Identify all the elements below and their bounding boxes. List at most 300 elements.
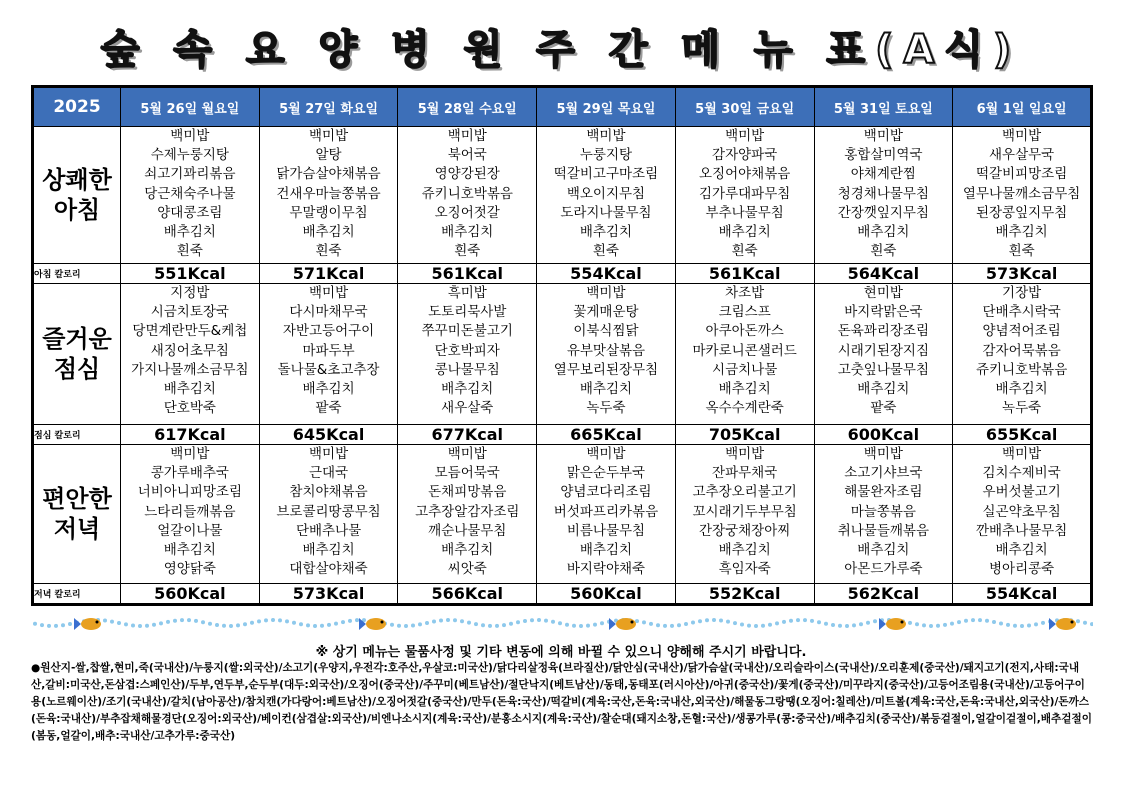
- wave-dot: [236, 623, 240, 627]
- wave-dot: [138, 624, 142, 628]
- menu-item: 백미밥: [308, 285, 349, 301]
- menu-item: 닭가슴살야채볶음: [276, 166, 381, 183]
- wave-dot: [775, 621, 779, 625]
- wave-dot: [40, 623, 44, 627]
- dinner-menu-cell: [398, 445, 537, 584]
- menu-item: 오징어야채볶음: [699, 166, 791, 183]
- wave-dot: [257, 619, 261, 623]
- wave-dot: [306, 623, 310, 627]
- menu-item: 기장밥: [1002, 285, 1042, 301]
- menu-item: 시금치토장국: [150, 304, 229, 321]
- wave-dot: [481, 623, 485, 627]
- menu-item: 도토리묵사발: [428, 304, 507, 321]
- wave-dot: [1027, 624, 1031, 628]
- wave-dot: [355, 618, 359, 622]
- menu-item: 된장콩잎지무침: [975, 204, 1068, 221]
- menu-item: 병아리콩죽: [989, 561, 1055, 578]
- menu-item: 흰죽: [454, 243, 481, 260]
- menu-item: 백미밥: [725, 446, 765, 462]
- wave-dot: [271, 618, 275, 622]
- wave-dot: [110, 620, 114, 624]
- lunch-menu-cell: [537, 284, 676, 425]
- menu-item: 브로콜리땅콩무침: [276, 503, 381, 520]
- menu-item: 오징어젓갈: [434, 204, 500, 221]
- wave-dot: [768, 623, 772, 627]
- wave-dot: [390, 623, 394, 627]
- menu-item: 김치수제비국: [982, 465, 1061, 482]
- menu-item: 배추김치: [718, 223, 771, 240]
- menu-item: 팥죽: [870, 400, 897, 417]
- menu-item: 배추김치: [579, 380, 633, 397]
- menu-item: 크림스프: [718, 304, 771, 321]
- menu-item: 백미밥: [863, 446, 903, 462]
- wave-dot: [474, 622, 478, 626]
- wave-dot: [299, 622, 303, 626]
- breakfast-menu-cell: [259, 127, 398, 264]
- menu-item: 백미밥: [1002, 446, 1042, 462]
- wave-dot: [908, 621, 912, 625]
- lunch-calorie-row: [33, 425, 1092, 445]
- wave-dot: [852, 623, 856, 627]
- menu-item: 알탕: [315, 147, 342, 164]
- wave-dot: [663, 624, 667, 628]
- wave-dot: [558, 621, 562, 625]
- wave-dot: [586, 624, 590, 628]
- lunch-menu-cell: [398, 284, 537, 425]
- menu-item: 단배추시락국: [982, 304, 1061, 321]
- fish-icon: [609, 618, 636, 630]
- wave-dot: [922, 623, 926, 627]
- menu-item: 흰죽: [592, 243, 619, 260]
- menu-item: 새징어초무침: [150, 342, 229, 359]
- menu-item: 마파두부: [302, 342, 355, 359]
- wave-dot: [516, 620, 520, 624]
- menu-item: 양념적어조림: [982, 323, 1061, 340]
- menu-item: 깐배추나물무침: [975, 522, 1068, 539]
- menu-item: 맑은순두부국: [566, 465, 646, 482]
- wave-dot: [446, 618, 450, 622]
- menu-item: 자반고등어구이: [282, 323, 375, 340]
- dinner-label: 편안한 저녁: [33, 445, 121, 584]
- wave-dot: [677, 623, 681, 627]
- wave-dot: [320, 624, 324, 628]
- wave-dot: [1034, 622, 1038, 626]
- wave-dot: [761, 624, 765, 628]
- day-header: 5월 31일 토요일: [814, 87, 953, 127]
- wave-dot: [411, 624, 415, 628]
- wave-dot: [124, 622, 128, 626]
- dinner-calorie-row: [33, 584, 1092, 605]
- calorie-value: 571Kcal: [259, 264, 398, 284]
- wave-dot: [642, 620, 646, 624]
- wave-dot: [544, 619, 548, 623]
- menu-item: 백미밥: [863, 128, 903, 144]
- menu-item: 시금치나물: [712, 361, 778, 378]
- menu-item: 얼갈이나물: [157, 522, 223, 539]
- day-header: 5월 26일 월요일: [121, 87, 260, 127]
- wave-dot: [68, 622, 72, 626]
- calorie-value: 554Kcal: [953, 584, 1092, 605]
- menu-item: 지정밥: [170, 285, 210, 301]
- year-header: 2025: [33, 87, 121, 127]
- menu-item: 흰죽: [870, 243, 897, 260]
- menu-item: 배추김치: [441, 223, 494, 240]
- wave-dot: [698, 619, 702, 623]
- menu-item: 수제누룽지탕: [150, 147, 229, 164]
- wave-dot: [733, 621, 737, 625]
- breakfast-menu-cell: [953, 127, 1092, 264]
- menu-item: 백미밥: [1002, 128, 1042, 144]
- wave-dot: [341, 620, 345, 624]
- menu-item: 팥죽: [315, 400, 342, 417]
- wave-dot: [712, 618, 716, 622]
- menu-item: 느타리들깨볶음: [144, 503, 236, 520]
- menu-item: 단배추나물: [295, 522, 362, 539]
- menu-item: 당근채숙주나물: [144, 185, 236, 202]
- day-header: 5월 27일 화요일: [259, 87, 398, 127]
- menu-item: 너비아니피망조림: [137, 484, 243, 501]
- wave-dot: [33, 622, 37, 626]
- wave-dot: [173, 619, 177, 623]
- wave-dot: [754, 624, 758, 628]
- menu-item: 꽃게매운탕: [573, 304, 639, 321]
- menu-item: 김가루대파무침: [699, 185, 791, 202]
- menu-item: 배추김치: [163, 223, 216, 240]
- wave-dot: [47, 624, 51, 628]
- origin-info: ●원산지-쌀,찹쌀,현미,죽(국내산)/누룽지(쌀:외국산)/소고기(우양지,우전각:호주산,우살코:미국산)/닭다리살정육(브라질산)/닭안심(국내산)/닭가슴살(국내산)/오리슬라이스(국내산)/오리훈제(중국산)/돼지고기(전지,사태:국내산,갈비:미국산,돈삼겹:스페인산)/두부,연두부,순두부(대두:외국산)/오징어(중국산)/주꾸미(베트남산)/절단낙지(베트남산)/동태,동태포(러시아산)/아귀(중국산)/꽃게(중국산)/미꾸라지(중국산)/고등어조림용(국내산)/고등어구이용(노르웨이산)/조기(국내산)/갈치(남아공산)/참치캔(가다랑어:베트남산)/오징어젓갈(중국산)/만두(돈육:국산)/떡갈비(계육:국산,돈육:국내산,외국산)/해물동그랑땡(오징어:칠레산)/미트볼(계육:국산,돈육:국내산,외국산)/돈까스(돈육:국내산)/부추잡채해물경단(오징어:외국산)/베이컨(삼겹살:외국산)/비엔나소시지(계육:국산)/분홍소시지(계육:국산)/찰순대(돼지소창,돈혈:국산)/생콩가루(콩:중국산)/배추김치(중국산)/볶등겉절이,얼갈이겉절이,배추겉절이(봄동,얼갈이,배추:국내산/고추가루:중국산): [31, 662, 1092, 742]
- dinner-menu-cell: [259, 445, 398, 584]
- menu-item: 실곤약초무침: [982, 503, 1061, 520]
- menu-item: 영양닭죽: [163, 561, 216, 578]
- wave-dot: [467, 621, 471, 625]
- menu-item: 홍합살미역국: [844, 147, 923, 164]
- wave-dot: [509, 622, 513, 626]
- wave-dot: [684, 622, 688, 626]
- wave-dot: [1076, 619, 1080, 623]
- menu-item: 우버섯불고기: [982, 484, 1061, 501]
- day-header: 5월 30일 금요일: [675, 87, 814, 127]
- wave-dot: [600, 621, 604, 625]
- menu-item: 배추김치: [995, 223, 1048, 240]
- menu-item: 유부맛살볶음: [566, 342, 646, 359]
- wave-dot: [845, 624, 849, 628]
- menu-item: 배추김치: [857, 541, 910, 558]
- wave-dot: [649, 622, 653, 626]
- menu-item: 백미밥: [447, 128, 487, 144]
- wave-dot: [593, 623, 597, 627]
- wave-dot: [831, 623, 835, 627]
- wave-dot: [999, 622, 1003, 626]
- wave-dot: [131, 624, 135, 628]
- wave-dot: [810, 619, 814, 623]
- menu-item: 버섯파프리카볶음: [553, 503, 659, 520]
- wave-dot: [327, 623, 331, 627]
- menu-item: 부추나물무침: [705, 204, 784, 221]
- wave-dot: [670, 624, 674, 628]
- wave-dot: [726, 620, 730, 624]
- menu-item: 비름나물무침: [566, 522, 646, 539]
- wave-dot: [971, 618, 975, 622]
- breakfast-menu-cell: [121, 127, 260, 264]
- breakfast-row: [33, 127, 1092, 264]
- dinner-menu-cell: [814, 445, 953, 584]
- menu-item: 콩가루배추국: [150, 465, 229, 482]
- lunch-menu-cell: [675, 284, 814, 425]
- menu-item: 백미밥: [586, 285, 626, 301]
- lunch-menu-cell: [259, 284, 398, 425]
- menu-item: 배추김치: [579, 223, 633, 240]
- calorie-value: 561Kcal: [675, 264, 814, 284]
- menu-item: 배추김치: [441, 380, 494, 397]
- menu-item: 아몬드가루죽: [844, 561, 923, 578]
- day-header: 5월 28일 수요일: [398, 87, 537, 127]
- calorie-value: 551Kcal: [121, 264, 260, 284]
- wave-dot: [530, 618, 534, 622]
- wave-dot: [54, 624, 58, 628]
- fish-icon: [74, 618, 101, 630]
- menu-item: 취나물들깨볶음: [837, 522, 930, 539]
- menu-item: 쥬키니호박볶음: [975, 361, 1068, 378]
- menu-item: 배추김치: [302, 223, 355, 240]
- menu-item: 간장궁채장아찌: [699, 522, 791, 539]
- menu-item: 대합살야채죽: [289, 561, 368, 578]
- menu-item: 배추김치: [857, 223, 910, 240]
- menu-item: 씨앗죽: [447, 561, 487, 578]
- lunch-menu-cell: [814, 284, 953, 425]
- menu-item: 백미밥: [170, 128, 210, 144]
- wave-dot: [194, 619, 198, 623]
- menu-item: 백오이지무침: [566, 185, 646, 202]
- menu-item: 쥬키니호박볶음: [421, 185, 513, 202]
- wave-dot: [551, 620, 555, 624]
- menu-item: 감자양파국: [712, 147, 778, 164]
- wave-dot: [418, 622, 422, 626]
- menu-item: 꼬시래기두부무침: [692, 503, 797, 520]
- menu-item: 양념코다리조림: [560, 484, 652, 501]
- page-title: 숲 속 요 양 병 원 주 간 메 뉴 표(A식): [100, 27, 1022, 73]
- wave-dot: [152, 623, 156, 627]
- wave-dot: [334, 622, 338, 626]
- wave-dot: [117, 621, 121, 625]
- wave-dot: [838, 624, 842, 628]
- dinner-menu-cell: [537, 445, 676, 584]
- wave-dot: [1083, 621, 1087, 625]
- wave-dot: [957, 620, 961, 624]
- menu-item: 고춧잎나물무침: [837, 361, 930, 378]
- menu-item: 새우살무국: [989, 147, 1055, 164]
- menu-item: 아쿠아돈까스: [705, 323, 784, 340]
- menu-item: 백미밥: [586, 128, 626, 144]
- wave-dot: [264, 618, 268, 622]
- menu-item: 단호박죽: [163, 400, 216, 417]
- menu-item: 청경채나물무침: [837, 185, 930, 202]
- menu-item: 다시마채무국: [289, 304, 368, 321]
- calorie-value: 665Kcal: [537, 425, 676, 445]
- wave-dot: [432, 620, 436, 624]
- wave-dot: [425, 621, 429, 625]
- wave-dot: [180, 618, 184, 622]
- wave-dot: [348, 619, 352, 623]
- menu-item: 배추김치: [718, 541, 771, 558]
- header-row: [33, 87, 1092, 127]
- wave-dot: [439, 619, 443, 623]
- wave-dot: [278, 618, 282, 622]
- calorie-value: 645Kcal: [259, 425, 398, 445]
- wave-dot: [1041, 621, 1045, 625]
- menu-item: 배추김치: [995, 541, 1048, 558]
- wave-dot: [243, 622, 247, 626]
- calorie-value: 560Kcal: [121, 584, 260, 605]
- calorie-label: 점심 칼로리: [33, 425, 121, 445]
- wave-dot: [656, 623, 660, 627]
- menu-item: 단호박피자: [434, 342, 500, 359]
- wave-dot: [103, 619, 107, 623]
- menu-item: 영양강된장: [434, 166, 500, 183]
- wave-dot: [719, 619, 723, 623]
- wave-dot: [145, 624, 149, 628]
- wave-dot: [1013, 624, 1017, 628]
- wave-dot: [747, 624, 751, 628]
- menu-item: 참치야채볶음: [289, 484, 368, 501]
- wave-dot: [565, 623, 569, 627]
- menu-item: 도라지나물무침: [560, 204, 652, 221]
- breakfast-calorie-row: [33, 264, 1092, 284]
- menu-item: 모듬어묵국: [434, 465, 500, 482]
- menu-item: 흰죽: [1008, 243, 1035, 260]
- menu-item: 건새우마늘쫑볶음: [276, 185, 381, 202]
- menu-item: 열무나물깨소금무침: [962, 185, 1081, 202]
- wave-dot: [61, 623, 65, 627]
- calorie-value: 705Kcal: [675, 425, 814, 445]
- menu-item: 흰죽: [731, 243, 758, 260]
- menu-item: 차조밥: [725, 285, 765, 301]
- wave-dot: [537, 618, 541, 622]
- wave-dot: [705, 618, 709, 622]
- menu-item: 백미밥: [308, 446, 349, 462]
- calorie-value: 617Kcal: [121, 425, 260, 445]
- notice-text: ※ 상기 메뉴는 물품사정 및 기타 변동에 의해 바뀔 수 있으니 양해해 주시기 바랍니다.: [315, 645, 807, 660]
- wave-dot: [488, 624, 492, 628]
- menu-item: 배추김치: [579, 541, 633, 558]
- menu-item: 돈육꽈리장조림: [837, 323, 930, 340]
- menu-item: 야채계란찜: [850, 166, 916, 183]
- breakfast-label: 상쾌한 아침: [33, 127, 121, 264]
- wave-dot: [978, 618, 982, 622]
- wave-dot: [817, 620, 821, 624]
- menu-item: 바지락맑은국: [844, 304, 923, 321]
- breakfast-menu-cell: [814, 127, 953, 264]
- wave-dot: [1020, 624, 1024, 628]
- wave-fish-decoration: [31, 612, 1093, 634]
- wave-dot: [740, 623, 744, 627]
- breakfast-menu-cell: [537, 127, 676, 264]
- wave-dot: [1006, 623, 1010, 627]
- wave-dot: [866, 621, 870, 625]
- menu-item: 북어국: [447, 147, 487, 164]
- menu-item: 돌나물&초고추장: [277, 361, 380, 378]
- wave-dot: [159, 621, 163, 625]
- wave-dot: [187, 618, 191, 622]
- menu-item: 배추김치: [163, 541, 216, 558]
- menu-item: 간장깻잎지무침: [837, 204, 930, 221]
- dinner-menu-cell: [675, 445, 814, 584]
- menu-item: 누룽지탕: [579, 147, 633, 164]
- breakfast-menu-cell: [398, 127, 537, 264]
- menu-item: 잔파무채국: [712, 465, 778, 482]
- menu-item: 현미밥: [863, 285, 903, 301]
- wave-dot: [796, 618, 800, 622]
- menu-item: 쇠고기꽈리볶음: [144, 166, 236, 183]
- calorie-value: 573Kcal: [259, 584, 398, 605]
- menu-item: 열무보리된장무침: [553, 361, 659, 378]
- dinner-menu-cell: [121, 445, 260, 584]
- wave-dot: [313, 624, 317, 628]
- weekly-menu-table: [31, 85, 1093, 606]
- menu-item: 마늘쫑볶음: [850, 503, 916, 520]
- menu-item: 콩나물무침: [434, 361, 500, 378]
- menu-item: 가지나물깨소금무침: [131, 361, 249, 378]
- menu-item: 배추김치: [302, 380, 355, 397]
- calorie-value: 677Kcal: [398, 425, 537, 445]
- wave-dot: [166, 620, 170, 624]
- wave-dot: [208, 622, 212, 626]
- wave-dot: [201, 620, 205, 624]
- lunch-menu-cell: [953, 284, 1092, 425]
- wave-dot: [964, 619, 968, 623]
- menu-item: 쭈꾸미돈불고기: [421, 323, 513, 340]
- menu-item: 시래기된장지짐: [837, 342, 930, 359]
- wave-dot: [859, 622, 863, 626]
- wave-dot: [782, 620, 786, 624]
- calorie-value: 566Kcal: [398, 584, 537, 605]
- wave-dot: [579, 624, 583, 628]
- calorie-value: 655Kcal: [953, 425, 1092, 445]
- calorie-value: 562Kcal: [814, 584, 953, 605]
- day-header: 5월 29일 목요일: [537, 87, 676, 127]
- day-header: 6월 1일 일요일: [953, 87, 1092, 127]
- wave-dot: [502, 623, 506, 627]
- wave-dot: [691, 621, 695, 625]
- wave-dot: [803, 618, 807, 622]
- calorie-label: 아침 칼로리: [33, 264, 121, 284]
- menu-item: 돈채피망볶음: [428, 484, 507, 501]
- dinner-menu-cell: [953, 445, 1092, 584]
- calorie-value: 560Kcal: [537, 584, 676, 605]
- wave-dot: [222, 624, 226, 628]
- calorie-value: 552Kcal: [675, 584, 814, 605]
- menu-item: 고추장오리불고기: [692, 484, 797, 501]
- breakfast-menu-cell: [675, 127, 814, 264]
- wave-dot: [915, 622, 919, 626]
- calorie-value: 573Kcal: [953, 264, 1092, 284]
- menu-item: 배추김치: [302, 541, 355, 558]
- wave-dot: [992, 620, 996, 624]
- wave-dot: [950, 622, 954, 626]
- menu-item: 백미밥: [308, 128, 349, 144]
- wave-dot: [250, 621, 254, 625]
- wave-dot: [985, 619, 989, 623]
- menu-item: 백미밥: [725, 128, 765, 144]
- lunch-menu-cell: [121, 284, 260, 425]
- menu-item: 녹두죽: [1002, 400, 1042, 417]
- wave-dot: [873, 619, 877, 623]
- wave-dot: [789, 619, 793, 623]
- wave-dot: [824, 622, 828, 626]
- menu-item: 흰죽: [315, 243, 342, 260]
- menu-item: 바지락야채죽: [566, 561, 646, 578]
- fish-icon: [1049, 618, 1076, 630]
- menu-item: 옥수수계란죽: [705, 400, 784, 417]
